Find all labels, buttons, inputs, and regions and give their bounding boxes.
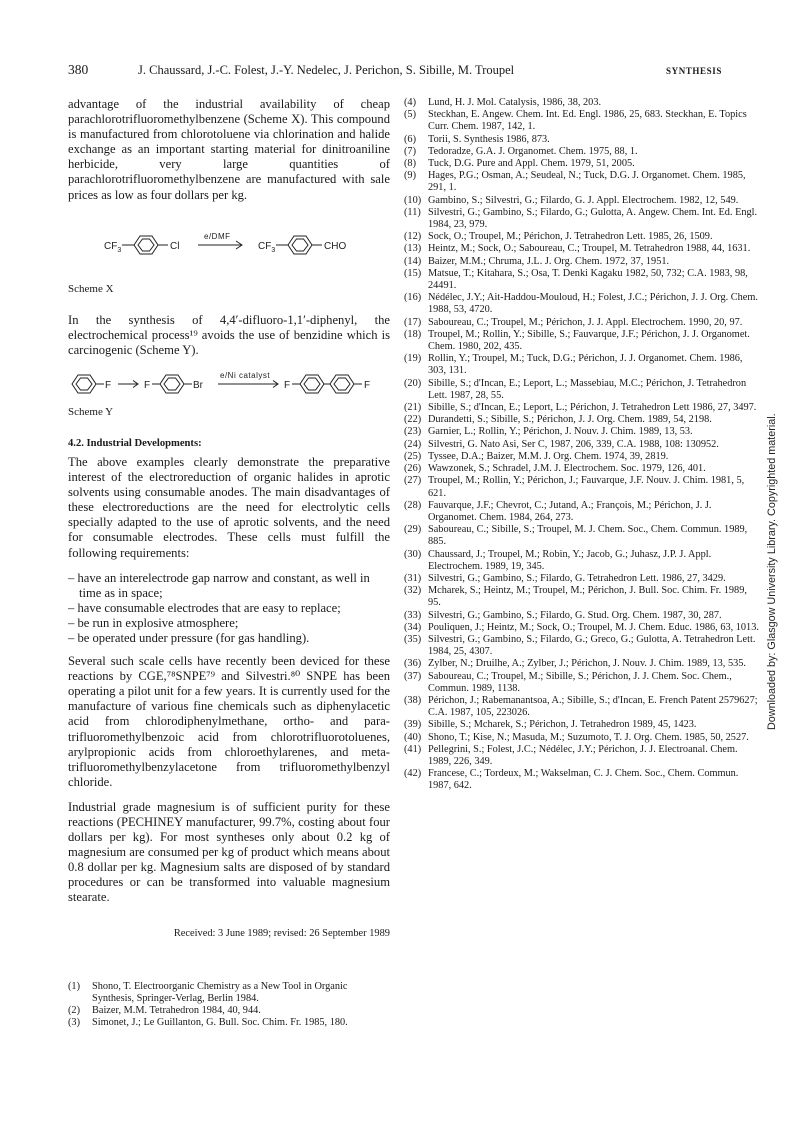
benzene-ring-inner [292,239,308,251]
reference-item: (5) Steckhan, E. Angew. Chem. Int. Ed. Engl. 1986, 25, 683. Steckhan, E. Topics Curr. Chem. 1987, 142, 1. [404,109,747,133]
reference-item: (1) Shono, T. Electroorganic Chemistry as a New Tool in Organic Synthesis, Springer-Verlag, Berlin 1984. [68,980,348,1004]
left-column [68,97,390,1029]
bromine: Br [193,379,203,391]
reference-item: (7) Tedoradze, G.A. J. Organomet. Chem. 1975, 88, 1. [404,145,638,157]
received-dates: Received: 3 June 1989; revised: 26 September 1989 [173,927,390,939]
reference-item: (10) Gambino, S.; Silvestri, G.; Filardo, G. J. Appl. Electrochem. 1982, 12, 549. [404,194,739,206]
developments-paragraph: The above examples clearly demonstrate the preparative interest of the electroreduction of organic halides in aprotic solvents using consumable anodes. The main disadvantages of these electroreductions are the need for electrolytic cells specially adapted to the use of aprotic solvents, and the need for consumable electrodes. These cells must fulfill the following requirements: [68,454,390,560]
reactant-cl: Cl [170,240,180,252]
requirement-item: – be run in explosive atmosphere; [68,615,239,630]
requirement-item: – be operated under pressure (for gas handling). [68,630,310,645]
difluoro-paragraph: In the synthesis of 4,4′-difluoro-1,1′-diphenyl, the electrochemical process¹⁹ avoids the use of benzidine which is carcinogenic (Scheme Y). [68,312,390,357]
reference-item: (21) Sibille, S.; d'Incan, E.; Leport, L.; Périchon, J. Tetrahedron Lett 1986, 27, 3497. [404,402,757,414]
reactant-cf: CF [104,240,118,252]
benzene-ring-inner [138,239,154,251]
reference-item: (40) Shono, T.; Kise, N.; Masuda, M.; Suzumoto, T. J. Org. Chem. 1985, 50, 2527. [404,731,749,743]
reference-item: (15) Matsue, T.; Kitahara, S.; Osa, T. Denki Kagaku 1982, 50, 732; C.A. 1983, 98, 24491. [404,267,748,292]
requirement-item: – have an interelectrode gap narrow and constant, as well in time as in space; [68,570,370,600]
scheme-y-drawing [68,364,390,404]
running-header-authors: J. Chaussard, J.-C. Folest, J.-Y. Nedelec, J. Perichon, S. Sibille, M. Troupel [138,63,515,77]
reference-item: (11) Silvestri, G.; Gambino, S.; Filardo, G.; Gulotta, A. Angew. Chem. Int. Ed. Engl. 1984, 23, 979. [404,206,758,231]
reference-item: (30) Chaussard, J.; Troupel, M.; Robin, Y.; Jacob, G.; Juhasz, J.P. J. Appl. Electrochem. 1989, 19, 345. [404,548,712,572]
reference-item: (20) Sibille, S.; d'Incan, E.; Leport, L.; Massebiau, M.C.; Périchon, J. Tetrahedron Lett. 1987, 28, 55. [404,377,747,401]
reference-item: (37) Saboureau, C.; Troupel, M.; Sibille, S.; Périchon, J. J. Chem. Soc. Chem., Commun. 1989, 1138. [404,670,732,694]
scheme-x-conditions: e/DMF [204,231,231,241]
scheme-x [68,213,390,285]
page-number: 380 [68,62,89,77]
fluorine-4: F [364,379,371,391]
references-left [68,981,390,1030]
svg-text:CF3 [258,241,275,254]
requirements-list [68,571,390,646]
svg-text:CF3 [104,241,121,254]
reference-item: (25) Tyssee, D.A.; Baizer, M.M. J. Org. Chem. 1974, 39, 2819. [404,450,669,462]
reference-item: (33) Silvestri, G.; Gambino, S.; Filardo, G. Stud. Org. Chem. 1987, 30, 287. [404,609,722,621]
reference-item: (38) Périchon, J.; Rabemanantsoa, A.; Sibille, S.; d'Incan, E. French Patent 2579627; C.A. 1987, 105, 223026. [404,694,758,719]
reference-item: (36) Zylber, N.; Druilhe, A.; Zylber, J.; Périchon, J. Nouv. J. Chim. 1989, 13, 535. [404,658,746,670]
reference-item: (29) Saboureau, C.; Sibille, S.; Troupel, M. J. Chem. Soc., Chem. Commun. 1989, 885. [404,524,748,548]
reference-item: (16) Nédélec, J.Y.; Ait-Haddou-Mouloud, H.; Folest, J.C.; Périchon, J. J. Org. Chem. 1988, 53, 4720. [404,292,758,316]
reference-item: (27) Troupel, M.; Rollin, Y.; Périchon, J.; Fauvarque, J.F. Nouv. J. Chim. 1981, 5, 621. [404,475,745,499]
reference-item: (4) Lund, H. J. Mol. Catalysis, 1986, 38, 203. [404,97,602,108]
reference-item: (9) Hages, P.G.; Osman, A.; Seudeal, N.; Tuck, D.G. J. Organomet. Chem. 1985, 291, 1. [404,170,746,194]
product-sub: 3 [271,246,276,254]
intro-paragraph: advantage of the industrial availability of cheap parachlorotrifluoromethylbenzene (Scheme X). This compound is manufactured from chlorotoluene via chlorination and halide exchange as an important starting material for dinitroaniline herbicide, very large quantities of parachlorotrifluoromethylbenzene are manufactured with sale prices as low as four dollars per kg. [68,97,390,202]
reference-item: (2) Baizer, M.M. Tetrahedron 1984, 40, 944. [68,1004,261,1016]
benzene-ring-inner [334,378,350,390]
reference-item: (22) Durandetti, S.; Sibille, S.; Périchon, J. J. Org. Chem. 1989, 54, 2198. [404,414,712,426]
scheme-y-conditions: e/Ni catalyst [220,370,271,380]
fluorine-2: F [144,379,151,391]
reference-item: (28) Fauvarque, J.F.; Chevrot, C.; Jutand, A.; François, M.; Périchon, J. J. Organomet. Chem. 1984, 264, 273. [404,499,712,523]
product-cho: CHO [324,240,347,252]
reference-item: (39) Sibille, S.; Mcharek, S.; Périchon, J. Tetrahedron 1989, 45, 1423. [404,719,697,731]
fluorine-1: F [105,379,112,391]
reference-item: (13) Heintz, M.; Sock, O.; Saboureau, C.; Troupel, M. Tetrahedron 1988, 44, 1631. [404,243,751,255]
scheme-x-drawing [68,213,390,273]
reference-item: (24) Silvestri, G. Nato Asi, Ser C, 1987, 206, 339, C.A. 1988, 108: 130952. [404,438,719,450]
reference-item: (32) Mcharek, S.; Heintz, M.; Troupel, M.; Périchon, J. Bull. Soc. Chim. Fr. 1989, 95. [404,585,747,609]
reference-item: (42) Francese, C.; Tordeux, M.; Wakselman, C. J. Chem. Soc., Chem. Commun. 1987, 642. [404,768,739,792]
fluorine-3: F [284,379,291,391]
reference-item: (8) Tuck, D.G. Pure and Appl. Chem. 1979, 51, 2005. [404,158,635,170]
cells-paragraph: Several such scale cells have recently been deviced for these reactions by CGE,⁷⁸SNPE⁷⁹ and Silvestri.⁸⁰ SNPE has been operating a pilot unit for a few years. It is currently used for the manufacture of various fine chemicals such as diphenylacetic acid from chlorodiphenylmethane, ortho- and para-trifluoromethylbenzoic acid from chlorotrifluorotoluenes, arylpropionic acids from chloroethylarenes, and meta-trifluoromethylbenzylacetone from trifluoromethylbenzyl chloride. [68,654,390,789]
references-right [404,97,760,793]
reference-item: (41) Pellegrini, S.; Folest, J.C.; Nédélec, J.Y.; Périchon, J. J. Electroanal. Chem. 1989, 226, 349. [404,743,738,767]
magnesium-paragraph: Industrial grade magnesium is of sufficient purity for these reactions (PECHINEY manufacturer, 99.7%, costing about four dollars per kg). For most syntheses only about 0.2 kg of magnesium are consumed per kg of product which means about 0.8 dollar per kg. Magnesium salts are disposed of by standard procedures or can be transformed into valuable magnesium stearate. [68,799,390,905]
benzene-ring-inner [304,378,320,390]
reactant-sub: 3 [117,246,122,254]
reference-item: (31) Silvestri, G.; Gambino, S.; Filardo, G. Tetrahedron Lett. 1986, 27, 3429. [404,572,726,584]
reference-item: (6) Torii, S. Synthesis 1986, 873. [404,133,550,145]
reference-item: (17) Saboureau, C.; Troupel, M.; Périchon, J. J. Appl. Electrochem. 1990, 20, 97. [404,316,743,328]
scheme-y [68,364,390,404]
reference-item: (34) Pouliquen, J.; Heintz, M.; Sock, O.; Troupel, M. J. Chem. Educ. 1986, 63, 1013. [404,621,759,633]
reference-item: (26) Wawzonek, S.; Schradel, J.M. J. Electrochem. Soc. 1979, 126, 401. [404,463,706,475]
reference-item: (14) Baizer, M.M.; Chruma, J.L. J. Org. Chem. 1972, 37, 1951. [404,255,670,267]
section-heading: 4.2. Industrial Developments: [68,437,202,449]
reference-item: (3) Simonet, J.; Le Guillanton, G. Bull. Soc. Chim. Fr. 1985, 180. [68,1017,348,1029]
reference-item: (35) Silvestri, G.; Gambino, S.; Filardo, G.; Greco, G.; Gulotta, A. Tetrahedron Lett. 1984, 25, 4307. [404,633,756,658]
benzene-ring-inner [76,378,92,390]
reference-item: (18) Troupel, M.; Rollin, Y.; Sibille, S.; Fauvarque, J.F.; Périchon, J. J. Organomet. Chem. 1980, 202, 435. [404,328,750,353]
requirement-item: – have consumable electrodes that are easy to replace; [68,600,341,615]
running-header-journal: SYNTHESIS [666,66,722,76]
benzene-ring-inner [164,378,180,390]
download-notice: Downloaded by: Glasgow University Library. Copyrighted material. [766,413,778,730]
reference-item: (23) Garnier, L.; Rollin, Y.; Périchon, J. Nouv. J. Chim. 1989, 13, 53. [404,426,693,438]
product-cf: CF [258,240,272,252]
scheme-x-label: Scheme X [68,282,114,295]
scheme-y-label: Scheme Y [68,405,114,418]
reference-item: (19) Rollin, Y.; Troupel, M.; Tuck, D.G.; Périchon, J. J. Organomet. Chem. 1986, 303, 131. [404,353,743,377]
reference-item: (12) Sock, O.; Troupel, M.; Périchon, J. Tetrahedron Lett. 1985, 26, 1509. [404,231,713,243]
